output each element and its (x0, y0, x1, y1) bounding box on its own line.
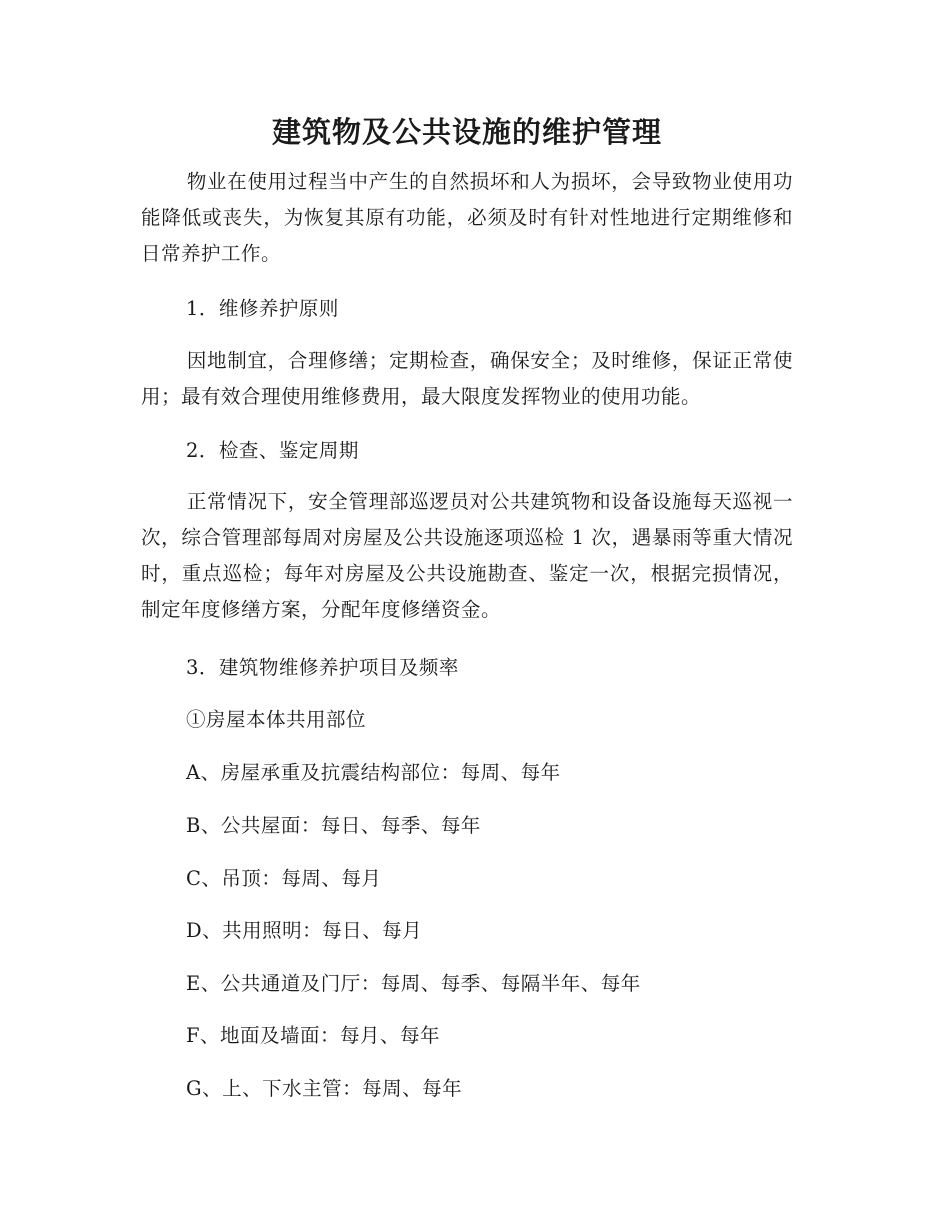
document-title: 建筑物及公共设施的维护管理 (271, 115, 662, 149)
list-item: F、地面及墙面：每月、每年 (186, 1024, 441, 1047)
section-3-heading: 3．建筑物维修养护项目及频率 (186, 656, 459, 679)
list-item: C、吊顶：每周、每月 (186, 867, 382, 890)
section-1-heading: 1．维修养护原则 (186, 297, 339, 320)
subsection-heading: ①房屋本体共用部位 (186, 708, 367, 731)
list-item: G、上、下水主管：每周、每年 (186, 1077, 463, 1100)
list-item: D、共用照明：每日、每月 (186, 919, 423, 942)
list-item: A、房屋承重及抗震结构部位：每周、每年 (186, 761, 561, 784)
section-2-heading: 2．检查、鉴定周期 (186, 439, 359, 462)
section-2-body: 正常情况下，安全管理部巡逻员对公共建筑物和设备设施每天巡视一次，综合管理部每周对房屋及公共设施逐项巡检 1 次，遇暴雨等重大情况时，重点巡检；每年对房屋及公共设施勘查、鉴定一次，根据完损情况，制定年度修缮方案，分配年度修缮资金。 (141, 490, 793, 621)
intro-paragraph: 物业在使用过程当中产生的自然损坏和人为损坏，会导致物业使用功能降低或丧失，为恢复其原有功能，必须及时有针对性地进行定期维修和日常养护工作。 (141, 170, 793, 265)
list-item: E、公共通道及门厅：每周、每季、每隔半年、每年 (186, 972, 641, 995)
section-1-body: 因地制宜，合理修缮；定期检查，确保安全；及时维修，保证正常使用；最有效合理使用维修费用，最大限度发挥物业的使用功能。 (141, 349, 793, 408)
list-item: B、公共屋面：每日、每季、每年 (186, 814, 481, 837)
